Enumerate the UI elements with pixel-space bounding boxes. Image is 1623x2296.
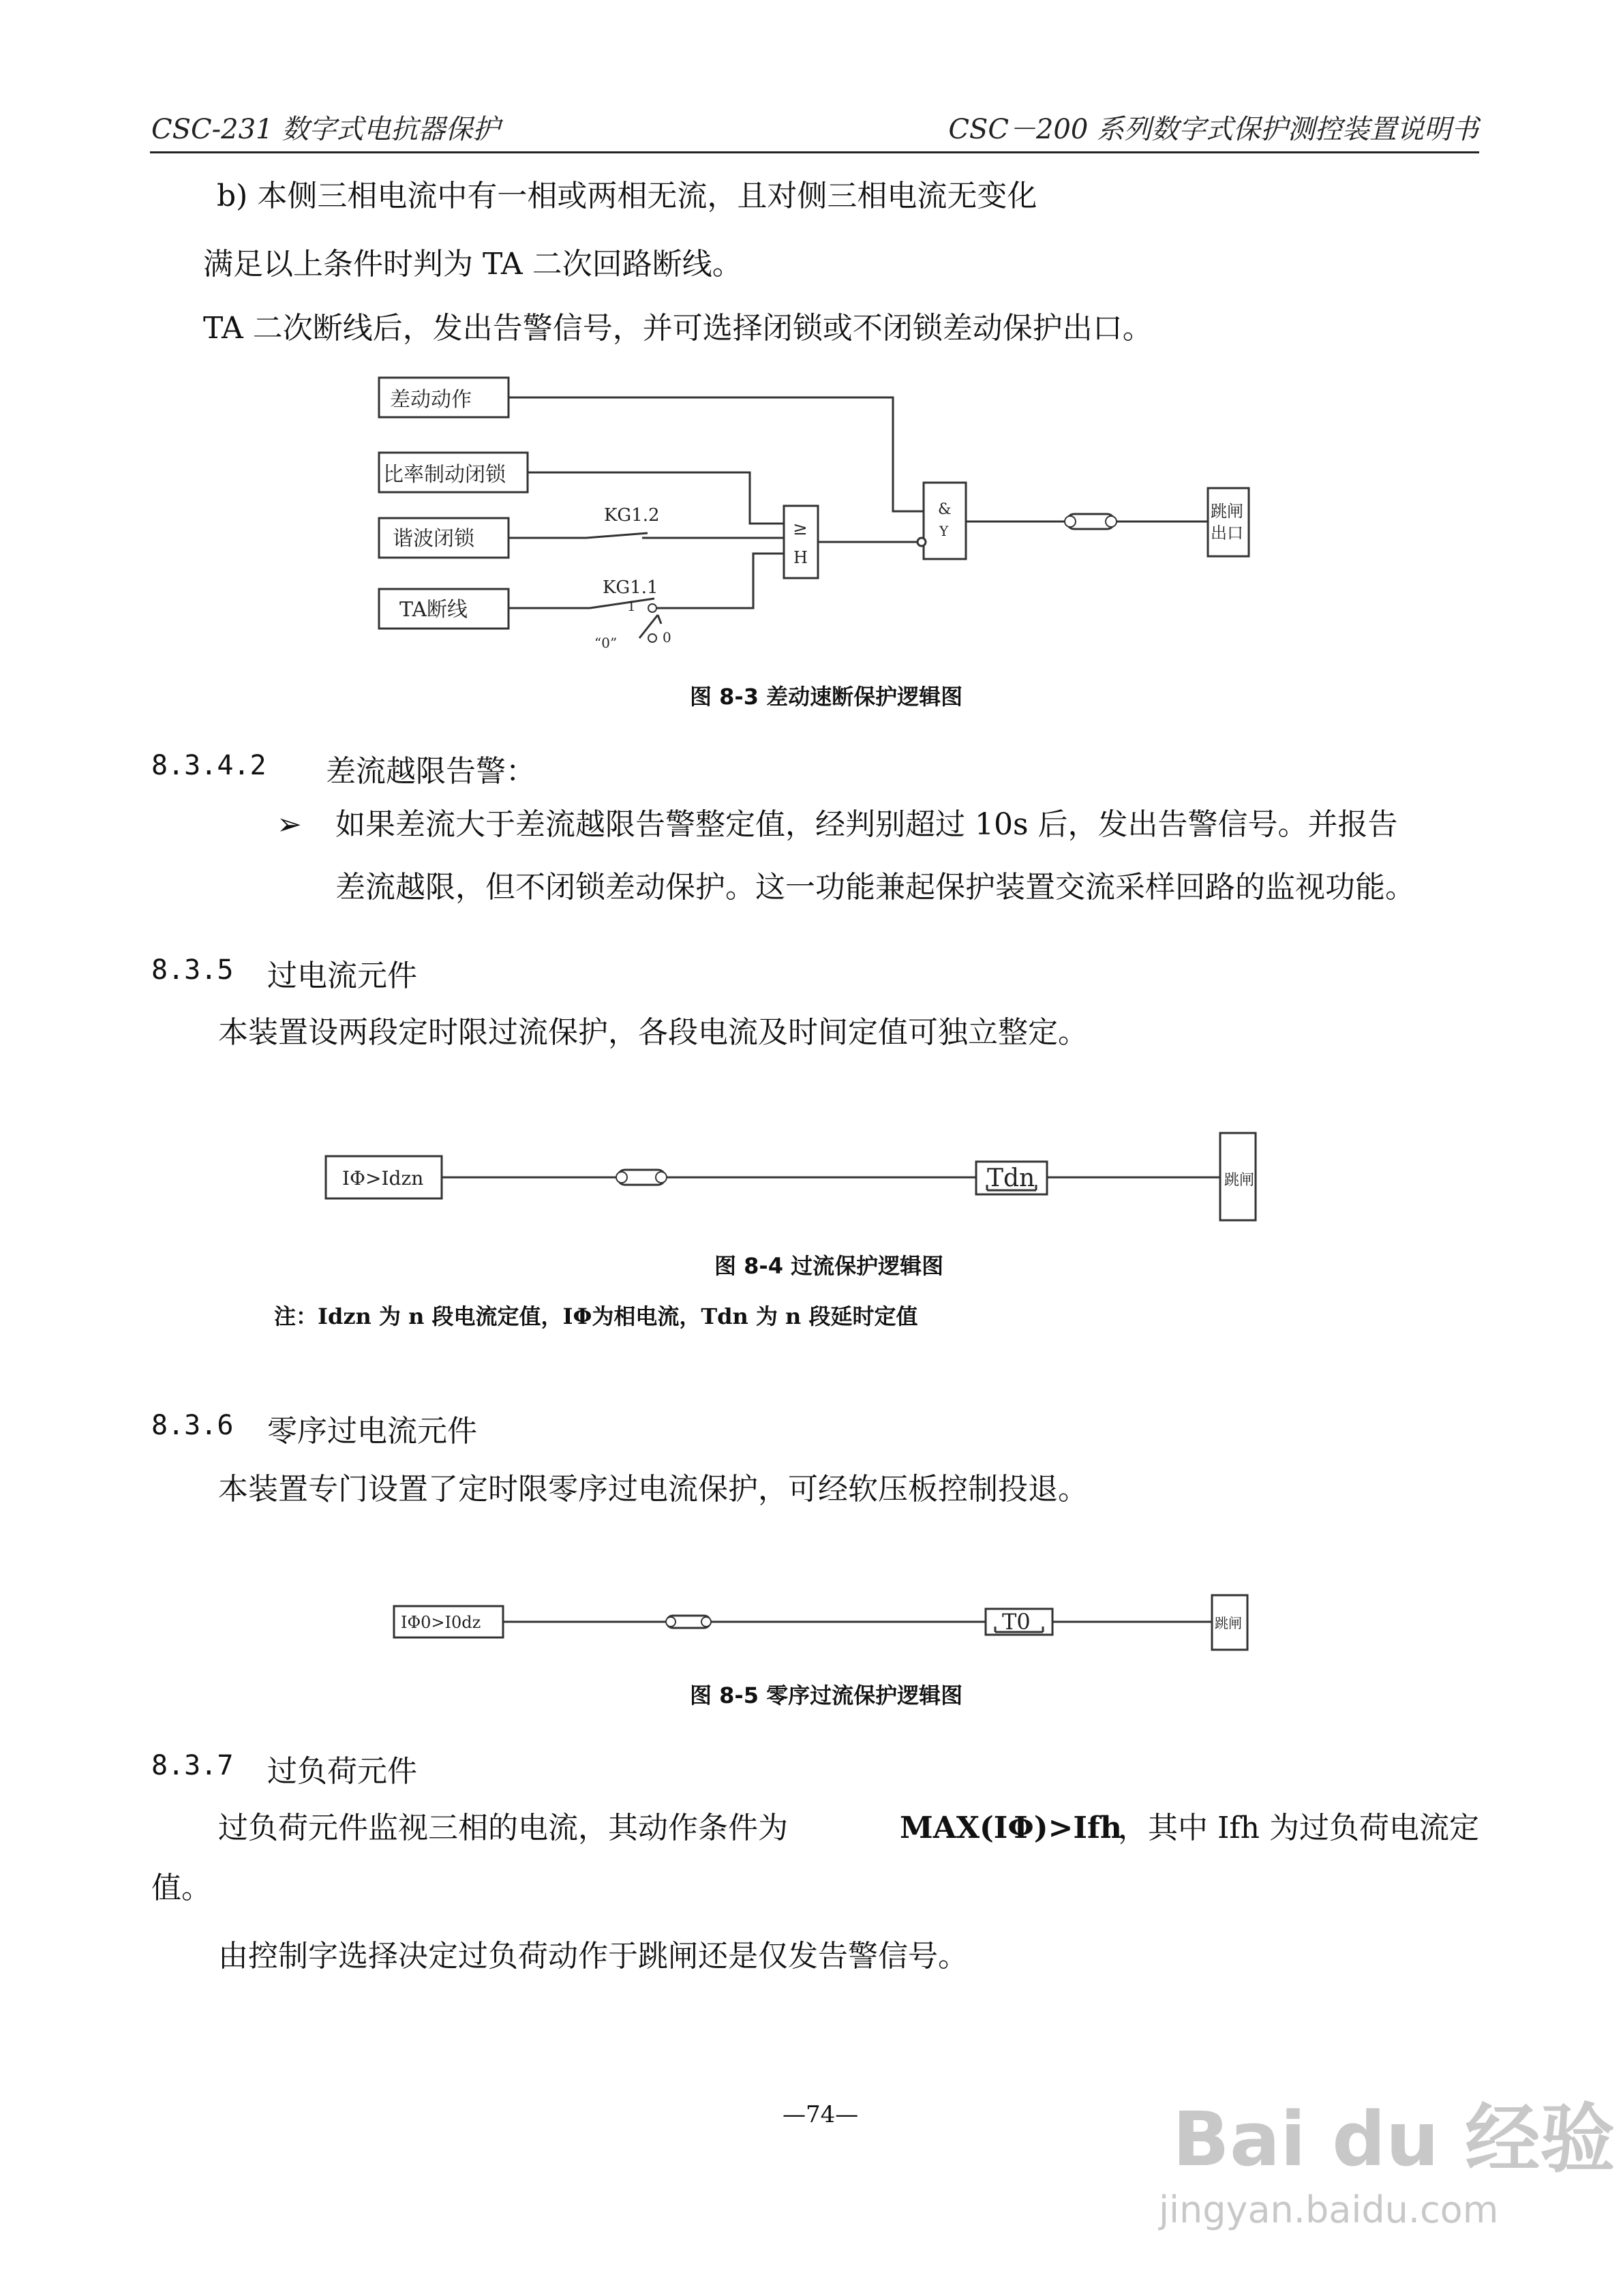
section-8342-title: 差流越限告警： [326, 754, 536, 789]
header-left: CSC-231 数字式电抗器保护 [151, 114, 500, 145]
fig83-input3-label: 谐波闭锁 [393, 527, 474, 551]
watermark-brand: Bai du 经验 [1172, 2096, 1616, 2183]
fig84-input-label: IΦ>Idzn [342, 1167, 424, 1190]
section-836-title: 零序过电流元件 [267, 1414, 477, 1449]
fig83-sw2-zero-left: “0” [594, 635, 618, 651]
section-8342-bullet: ➢ [277, 807, 302, 842]
fig83-output-top: 跳闸 [1211, 502, 1243, 521]
section-836-para: 本装置专门设置了定时限零序过电流保护，可经软压板控制投退。 [218, 1472, 1088, 1507]
fig83-invert-bubble [917, 538, 926, 546]
section-837-para1-b: ，其中 Ifh 为过负荷电流定 [1118, 1811, 1479, 1845]
figure-8-5-caption: 图 8-5 零序过流保护逻辑图 [690, 1682, 963, 1708]
fig84-output-label: 跳闸 [1224, 1172, 1255, 1189]
fig83-or-top: ≥ [793, 519, 808, 539]
section-837-number: 8.3.7 [151, 1750, 234, 1781]
fig83-input1-label: 差动动作 [390, 388, 472, 412]
fig85-timer-label: T0 [1002, 1609, 1031, 1635]
section-836-number: 8.3.6 [151, 1410, 234, 1441]
fig83-sw2-zero: 0 [663, 629, 671, 646]
fig83-switch1-label: KG1.2 [604, 505, 660, 526]
intro-line-2: TA 二次断线后，发出告警信号，并可选择闭锁或不闭锁差动保护出口。 [203, 311, 1153, 346]
header-right: CSC－200 系列数字式保护测控装置说明书 [948, 114, 1478, 145]
figure-8-3-diagram [354, 368, 1281, 661]
fig85-output-label: 跳闸 [1215, 1615, 1242, 1631]
figure-8-3-caption: 图 8-3 差动速断保护逻辑图 [690, 684, 963, 710]
intro-line-1: 满足以上条件时判为 TA 二次回路断线。 [203, 247, 742, 282]
figure-8-4-note: 注：Idzn 为 n 段电流定值，IΦ为相电流，Tdn 为 n 段延时定值 [274, 1303, 918, 1329]
page-number: —74— [783, 2101, 859, 2128]
fig83-switch2-label: KG1.1 [603, 577, 658, 598]
section-835-para: 本装置设两段定时限过流保护，各段电流及时间定值可独立整定。 [218, 1015, 1088, 1050]
fig83-input2-label: 比率制动闭锁 [383, 463, 506, 487]
section-837-para2: 由控制字选择决定过负荷动作于跳闸还是仅发告警信号。 [218, 1939, 968, 1974]
section-835-title: 过电流元件 [267, 958, 417, 993]
fig85-input-label: IΦ0>I0dz [401, 1613, 481, 1632]
fig83-and-gate [924, 483, 966, 559]
section-8342-line1: 如果差流大于差流越限告警整定值，经判别超过 10s 后，发出告警信号。并报告 [335, 807, 1398, 842]
fig83-or-bottom: H [793, 548, 808, 567]
fig83-and-bottom: Y [939, 523, 949, 539]
header-rule [150, 151, 1479, 153]
fig83-sw2-one: 1 [627, 598, 636, 614]
section-8342-line2: 差流越限，但不闭锁差动保护。这一功能兼起保护装置交流采样回路的监视功能。 [335, 870, 1415, 905]
fig83-or-gate [784, 506, 818, 578]
watermark-url: jingyan.baidu.com [1159, 2188, 1499, 2231]
section-837-title: 过负荷元件 [267, 1754, 417, 1789]
figure-8-4-caption: 图 8-4 过流保护逻辑图 [714, 1253, 944, 1279]
fig83-output-bottom: 出口 [1211, 524, 1243, 543]
section-837-para1-c: 值。 [151, 1871, 211, 1905]
section-8342-number: 8.3.4.2 [151, 750, 267, 781]
figure-8-5-diagram [389, 1582, 1268, 1663]
fig83-and-top: & [938, 501, 952, 518]
section-835-number: 8.3.5 [151, 954, 234, 986]
section-837-formula: MAX(IΦ)>Ifh [900, 1811, 1122, 1845]
intro-item-b: b) 本侧三相电流中有一相或两相无流，且对侧三相电流无变化 [217, 179, 1037, 213]
section-837-para1-a: 过负荷元件监视三相的电流，其动作条件为 [218, 1811, 788, 1845]
fig84-timer-label: Tdn [987, 1164, 1035, 1192]
fig83-output-box [1208, 488, 1249, 556]
fig83-input4-label: TA断线 [399, 598, 468, 622]
figure-8-4-diagram [320, 1125, 1275, 1234]
